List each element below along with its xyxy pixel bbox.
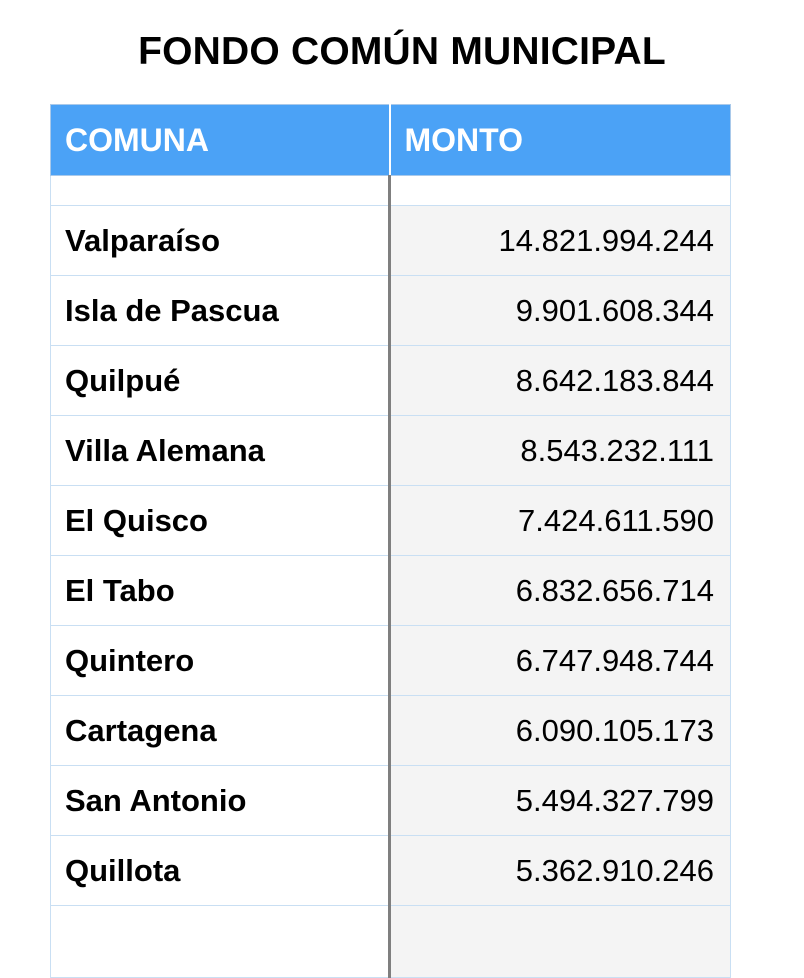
table-spacer-row xyxy=(51,176,731,206)
empty-cell xyxy=(51,906,390,978)
empty-cell xyxy=(51,176,390,206)
column-header-monto: MONTO xyxy=(390,105,731,176)
header-row xyxy=(51,105,731,176)
monto-cell: 8.642.183.844 xyxy=(390,346,731,416)
monto-cell: 5.494.327.799 xyxy=(390,766,731,836)
table-empty-row xyxy=(51,906,731,978)
monto-cell: 5.362.910.246 xyxy=(390,836,731,906)
comuna-cell: Villa Alemana xyxy=(51,416,390,486)
table-header xyxy=(51,105,731,176)
table-row xyxy=(51,486,731,556)
data-table xyxy=(50,104,731,978)
empty-cell xyxy=(390,906,731,978)
monto-cell: 7.424.611.590 xyxy=(390,486,731,556)
column-header-comuna: COMUNA xyxy=(51,105,390,176)
comuna-cell: Quillota xyxy=(51,836,390,906)
table-row xyxy=(51,626,731,696)
page-title: FONDO COMÚN MUNICIPAL xyxy=(138,30,666,73)
table-row xyxy=(51,556,731,626)
comuna-cell: San Antonio xyxy=(51,766,390,836)
table-body xyxy=(51,176,731,978)
monto-cell: 9.901.608.344 xyxy=(390,276,731,346)
table-row xyxy=(51,206,731,276)
table-row xyxy=(51,766,731,836)
table-row xyxy=(51,836,731,906)
comuna-cell: El Tabo xyxy=(51,556,390,626)
comuna-cell: Isla de Pascua xyxy=(51,276,390,346)
monto-cell: 6.747.948.744 xyxy=(390,626,731,696)
empty-cell xyxy=(390,176,731,206)
table-row xyxy=(51,346,731,416)
comuna-cell: Cartagena xyxy=(51,696,390,766)
monto-cell: 14.821.994.244 xyxy=(390,206,731,276)
monto-cell: 6.832.656.714 xyxy=(390,556,731,626)
comuna-cell: Quilpué xyxy=(51,346,390,416)
monto-cell: 6.090.105.173 xyxy=(390,696,731,766)
table-row xyxy=(51,276,731,346)
table-row xyxy=(51,696,731,766)
data-table-container xyxy=(50,104,730,978)
comuna-cell: El Quisco xyxy=(51,486,390,556)
table-row xyxy=(51,416,731,486)
comuna-cell: Valparaíso xyxy=(51,206,390,276)
comuna-cell: Quintero xyxy=(51,626,390,696)
monto-cell: 8.543.232.111 xyxy=(390,416,731,486)
